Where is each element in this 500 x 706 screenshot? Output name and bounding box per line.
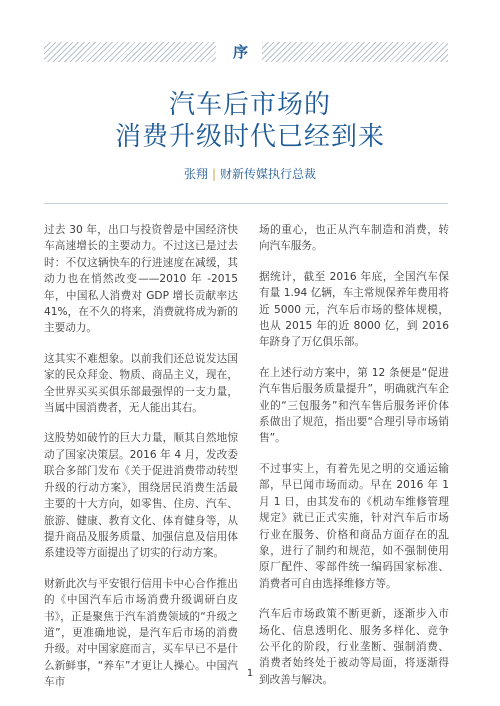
paragraph: 场的重心，也正从汽车制造和消费，转向汽车服务。 [259,224,449,253]
paragraph: 据统计，截至 2016 年底，全国汽车保有量 1.94 亿辆，车主常规保养年费用将近 5000 元，汽车后市场的整体规模，也从 2015 年的近 8000 亿，到 2016 年跻身了万亿俱乐部。 [259,270,449,349]
paragraph: 过去 30 年，出口与投资曾是中国经济快车高速增长的主要动力。不过这已是过去时：不仅这辆快车的行进速度在减缓，其动力也在悄然改变——2010 年 -2015 年，中国私人消费对 GDP 增长贡献率达 41%，在不久的将来，消费就将成为新的主要动力。 [44,224,238,335]
author-name: 张翔 [183,167,208,181]
page-number: 1 [246,668,254,679]
left-column [44,222,238,705]
page-title-line-1: 汽车后市场的 [168,90,331,120]
title-divider [44,203,448,204]
paragraph: 这股势如破竹的巨大力量，顺其自然地惊动了国家决策层。2016 年 4 月，发改委联合多部门发布《关于促进消费带动转型升级的行动方案》，围绕居民消费生活最主要的十大方向，如零售、住房、汽车、旅游、健康、教育文化、体育健身等，从提升商品及服务质量、加强信息及信用体系建设等方面提出了切实的行动方案。 [44,432,238,560]
author-separator: | [211,167,217,181]
header-hatch-left [44,42,216,62]
author-line [0,165,500,182]
page-title-line-2: 消费升级时代已经到来 [114,122,385,152]
paragraph: 财新此次与平安银行信用卡中心合作推出的《中国汽车后市场消费升级调研白皮书》，正是聚焦于汽车消费领域的“升级之道”，更准确地说，是汽车后市场的消费升级。对中国家庭而言，买车早已不是什么新鲜事，“养车”才更让人操心。中国汽车市 [44,577,238,689]
paragraph: 这其实不难想象。以前我们还总说发达国家的民众拜金、物质、商品主义，现在，全世界买买买俱乐部最强悍的一支力量，当属中国消费者，无人能出其右。 [44,352,238,415]
paragraph: 不过事实上，有着先见之明的交通运输部，早已闻市场而动。早在 2016 年 1 月 1 日，由其发布的《机动车维修管理规定》就已正式实施，针对汽车后市场行业在服务、价格和商品方面存在的乱象，进行了制约和规范，如不强制使用原厂配件、零部件统一编码国家标准、消费者可自由选择维修方等。 [259,462,449,590]
section-label: 序 [232,43,249,61]
right-column [259,222,449,702]
paragraph: 在上述行动方案中，第 12 条便是“促进汽车售后服务质量提升”，明确就汽车企业的“三包服务”和汽车售后服务评价体系做出了规范，指出要“合理引导市场销售”。 [259,366,449,445]
author-role: 财新传媒执行总裁 [220,167,317,181]
header-hatch-right [262,42,448,62]
paragraph: 汽车后市场政策不断更新，逐渐步入市场化、信息透明化、服务多样化、竞争公平化的阶段，行业垄断、强制消费、消费者始终处于被动等局面，将逐渐得到改善与解决。 [259,608,449,686]
